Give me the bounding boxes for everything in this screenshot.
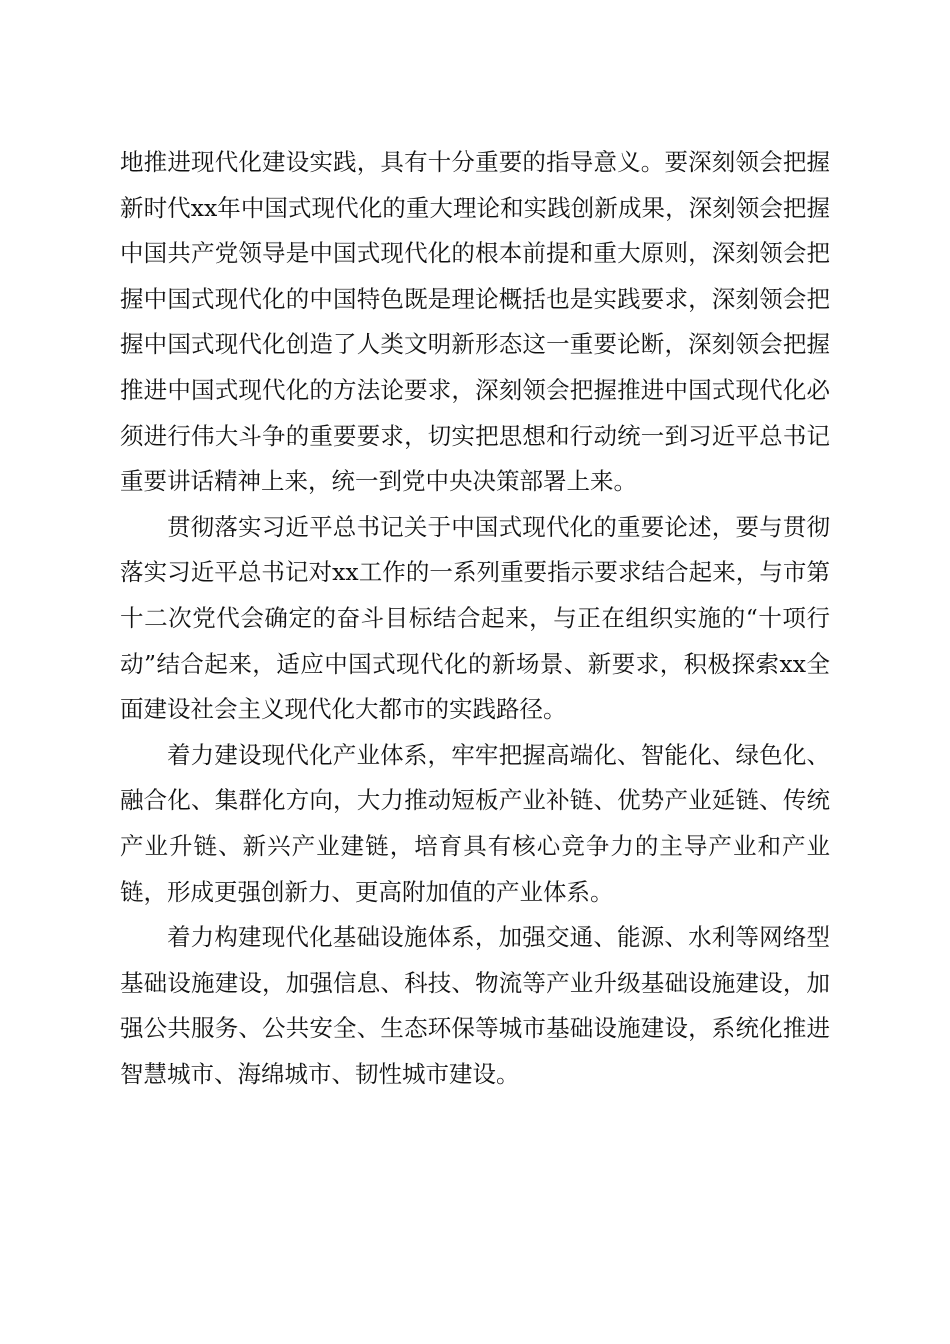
paragraph-implementation: 贯彻落实习近平总书记关于中国式现代化的重要论述，要与贯彻落实习近平总书记对xx工作的一系列重要指示要求结合起来，与市第十二次党代会确定的奋斗目标结合起来，与正在组织实施的“十项行动”结合起来，适应中国式现代化的新场景、新要求，积极探索xx全面建设社会主义现代化大都市的实践路径。 bbox=[120, 512, 830, 724]
paragraph-continuation: 地推进现代化建设实践，具有十分重要的指导意义。要深刻领会把握新时代xx年中国式现代化的重大理论和实践创新成果，深刻领会把握中国共产党领导是中国式现代化的根本前提和重大原则，深刻领会把握中国式现代化的中国特色既是理论概括也是实践要求，深刻领会把握中国式现代化创造了人类文明新形态这一重要论断，深刻领会把握推进中国式现代化的方法论要求，深刻领会把握推进中国式现代化必须进行伟大斗争的重要要求，切实把思想和行动统一到习近平总书记重要讲话精神上来，统一到党中央决策部署上来。 bbox=[120, 148, 830, 496]
paragraph-infrastructure-system: 着力构建现代化基础设施体系，加强交通、能源、水利等网络型基础设施建设，加强信息、科技、物流等产业升级基础设施建设，加强公共服务、公共安全、生态环保等城市基础设施建设，系统化推进智慧城市、海绵城市、韧性城市建设。 bbox=[120, 923, 830, 1088]
document-body bbox=[120, 140, 830, 1097]
paragraph-industrial-system: 着力建设现代化产业体系，牢牢把握高端化、智能化、绿色化、融合化、集群化方向，大力推动短板产业补链、优势产业延链、传统产业升链、新兴产业建链，培育具有核心竞争力的主导产业和产业链，形成更强创新力、更高附加值的产业体系。 bbox=[120, 740, 830, 906]
